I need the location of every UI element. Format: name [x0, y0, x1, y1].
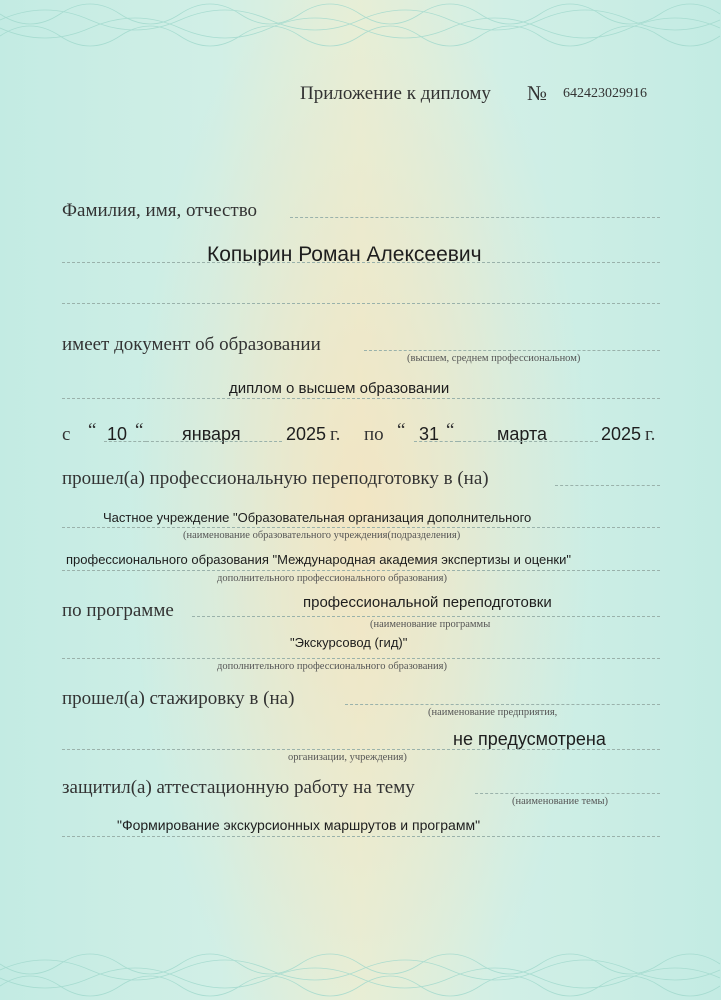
education-label: имеет документ об образовании: [62, 334, 321, 355]
internship-value: не предусмотрена: [453, 729, 606, 749]
date-to-close-quote: “: [446, 420, 455, 441]
retraining-line-0: [555, 485, 660, 486]
date-from-prefix: с: [62, 424, 71, 445]
program-hint-1: (наименование программы: [370, 619, 491, 630]
date-to-month-line: [458, 441, 598, 442]
program-line-2: [62, 658, 660, 659]
education-line-1: [364, 350, 660, 351]
internship-hint-1: (наименование предприятия,: [428, 707, 558, 718]
thesis-label: защитил(а) аттестационную работу на тему: [62, 777, 415, 798]
date-from-open-quote: “: [88, 420, 97, 441]
fio-line-2: [62, 262, 660, 263]
retraining-org-line-1: Частное учреждение "Образовательная организация дополнительного: [103, 510, 532, 525]
date-to-year: 2025: [601, 424, 642, 444]
number-sign: №: [527, 81, 548, 105]
program-value-1: профессиональной переподготовки: [303, 594, 552, 611]
program-line-1: [192, 616, 660, 617]
internship-label: прошел(а) стажировку в (на): [62, 688, 295, 709]
retraining-org-line-2: профессионального образования "Международная академия экспертизы и оценки": [66, 552, 571, 567]
date-to-day-line: [414, 441, 458, 442]
guilloche-bottom-border: [0, 930, 721, 1000]
education-value: диплом о высшем образовании: [229, 380, 450, 397]
fio-label: Фамилия, имя, отчество: [62, 200, 258, 221]
date-from-close-quote: “: [135, 420, 144, 441]
program-hint-2: дополнительного профессионального образования): [217, 661, 447, 672]
date-to-open-quote: “: [397, 420, 406, 441]
date-from-month: января: [182, 424, 241, 444]
date-to-year-suffix: г.: [645, 424, 656, 445]
date-from-year-suffix: г.: [330, 424, 341, 445]
date-from-year: 2025: [286, 424, 327, 444]
date-from-day-line: [104, 441, 146, 442]
thesis-value: "Формирование экскурсионных маршрутов и программ": [117, 817, 481, 833]
retraining-hint-2: дополнительного профессионального образования): [217, 573, 447, 584]
retraining-line-2: [62, 570, 660, 571]
education-line-2: [62, 398, 660, 399]
thesis-line-2: [62, 836, 660, 837]
date-to-month: марта: [497, 424, 548, 444]
internship-hint-2: организации, учреждения): [288, 752, 407, 763]
thesis-hint: (наименование темы): [512, 796, 609, 807]
retraining-hint-1: (наименование образовательного учреждения(подразделения): [183, 530, 461, 541]
internship-line-1: [345, 704, 660, 705]
date-to-day: 31: [419, 424, 440, 444]
date-from-month-line: [146, 441, 282, 442]
date-from-day: 10: [107, 424, 128, 444]
program-value-2: "Экскурсовод (гид)": [290, 635, 408, 650]
fio-line-3: [62, 303, 660, 304]
guilloche-top-border: [0, 0, 721, 70]
retraining-label: прошел(а) профессиональную переподготовку в (на): [62, 468, 489, 489]
internship-line-2: [62, 749, 660, 750]
date-to-prefix: по: [364, 424, 384, 445]
document-title: Приложение к диплому: [300, 83, 491, 104]
fio-value: Копырин Роман Алексеевич: [207, 243, 482, 266]
education-hint: (высшем, среднем профессиональном): [407, 353, 581, 364]
retraining-line-1: [62, 527, 660, 528]
program-label: по программе: [62, 600, 174, 621]
diploma-number: 642423029916: [563, 86, 647, 101]
thesis-line-1: [475, 793, 660, 794]
fio-line-1: [290, 217, 660, 218]
